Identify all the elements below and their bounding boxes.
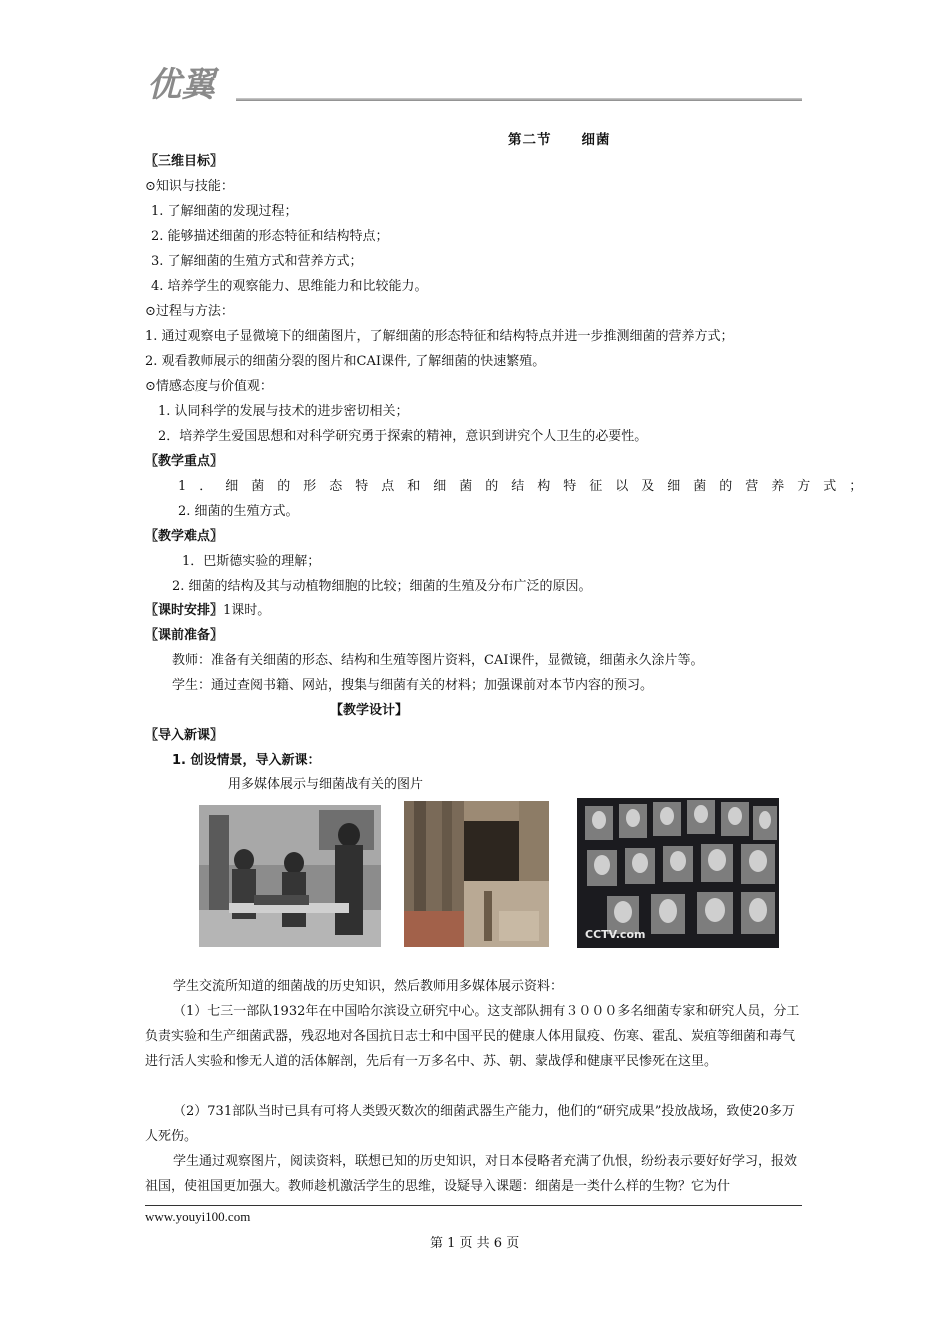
difficulties-heading: 〖教学难点〗 bbox=[145, 529, 224, 544]
page-number: 第 1 页 共 6 页 bbox=[430, 1236, 520, 1251]
attitude-item: 2．培养学生爱国思想和对科学研究勇于探索的精神，意识到讲究个人卫生的必要性。 bbox=[158, 429, 648, 444]
intro-step1: 1. 创设情景，导入新课： bbox=[172, 753, 321, 768]
knowledge-item: 2. 能够描述细菌的形态特征和结构特点； bbox=[151, 229, 389, 244]
knowledge-item: 3. 了解细菌的生殖方式和营养方式； bbox=[151, 254, 363, 269]
key-point-item: 1．细菌的形态特点和细菌的结构特征以及细菌的营养方式； bbox=[178, 479, 876, 494]
process-item: 2. 观看教师展示的细菌分裂的图片和CAI课件, 了解细菌的快速繁殖。 bbox=[145, 354, 546, 369]
intro-heading: 〖导入新课〗 bbox=[145, 728, 224, 743]
intro-paragraph: 学生通过观察图片，阅读资料，联想已知的历史知识，对日本侵略者充满了仇恨，纷纷表示要好好学习，报效祖国，使祖国更加强大。教师趁机激活学生的思维，设疑导入课题：细菌是一类什么样的生物？它为什 bbox=[145, 1154, 798, 1194]
difficulty-item: 2. 细菌的结构及其与动植物细胞的比较；细菌的生殖及分布广泛的原因。 bbox=[172, 579, 592, 594]
schedule-value: 1课时。 bbox=[223, 603, 271, 618]
title-part1: 第二节 bbox=[508, 132, 552, 148]
preparation-student: 学生：通过查阅书籍、网站，搜集与细菌有关的材料；加强课前对本节内容的预习。 bbox=[172, 678, 654, 693]
difficulty-item: 1．巴斯德实验的理解； bbox=[182, 554, 321, 569]
schedule-line bbox=[145, 602, 270, 620]
intro-paragraph: （1）七三一部队1932年在中国哈尔滨设立研究中心。这支部队拥有３０００多名细菌专家和研究人员，分工负责实验和生产细菌武器，残忍地对各国抗日志士和中国平民的健康人体用鼠疫、伤寒、霍乱、炭疽等细菌和毒气进行活人实验和惨无人道的活体解剖，先后有一万多名中、苏、朝、蒙战俘和健康平民惨死在这里。 bbox=[145, 1004, 800, 1069]
intro-paragraph: （2）731部队当时已具有可将人类毁灭数次的细菌武器生产能力，他们的“研究成果”投放战场，致使20多万人死伤。 bbox=[145, 1104, 795, 1144]
key-point-item: 2. 细菌的生殖方式。 bbox=[178, 504, 299, 519]
key-points-heading: 〖教学重点〗 bbox=[145, 454, 224, 469]
attitude-heading: ⊙情感态度与价值观： bbox=[145, 379, 273, 394]
goals-heading: 〖三维目标〗 bbox=[145, 154, 224, 169]
knowledge-item: 1. 了解细菌的发现过程； bbox=[151, 204, 298, 219]
schedule-heading: 〖课时安排〗 bbox=[145, 603, 224, 618]
knowledge-item: 4. 培养学生的观察能力、思维能力和比较能力。 bbox=[151, 279, 428, 294]
header-rule bbox=[236, 98, 802, 101]
cctv-watermark: CCTV.com bbox=[585, 928, 646, 941]
process-item: 1. 通过观察电子显微境下的细菌图片，了解细菌的形态特征和结构特点并进一步推测细菌的营养方式； bbox=[145, 329, 734, 344]
photo-caption: 用多媒体展示与细菌战有关的图片 bbox=[228, 777, 424, 792]
title-part2: 细菌 bbox=[581, 132, 611, 148]
preparation-teacher: 教师：准备有关细菌的形态、结构和生殖等图片资料，CAI课件，显微镜，细菌永久涂片等。 bbox=[172, 653, 704, 668]
preparation-heading: 〖课前准备〗 bbox=[145, 628, 224, 643]
svg-text:优翼: 优翼 bbox=[147, 65, 215, 105]
photo-wooden-ruins bbox=[404, 801, 549, 947]
section-title bbox=[508, 128, 611, 148]
photo-memorial-portraits bbox=[577, 798, 779, 948]
footer-url[interactable]: www.youyi100.com bbox=[145, 1209, 251, 1224]
process-heading: ⊙过程与方法： bbox=[145, 304, 234, 319]
design-heading: 【教学设计】 bbox=[330, 703, 409, 718]
knowledge-heading: ⊙知识与技能： bbox=[145, 179, 234, 194]
attitude-item: 1. 认同科学的发展与技术的进步密切相关； bbox=[158, 404, 409, 419]
photo-soldiers-stretcher bbox=[199, 805, 381, 947]
footer-rule bbox=[145, 1205, 802, 1206]
intro-paragraph: 学生交流所知道的细菌战的历史知识，然后教师用多媒体展示资料： bbox=[173, 979, 564, 994]
